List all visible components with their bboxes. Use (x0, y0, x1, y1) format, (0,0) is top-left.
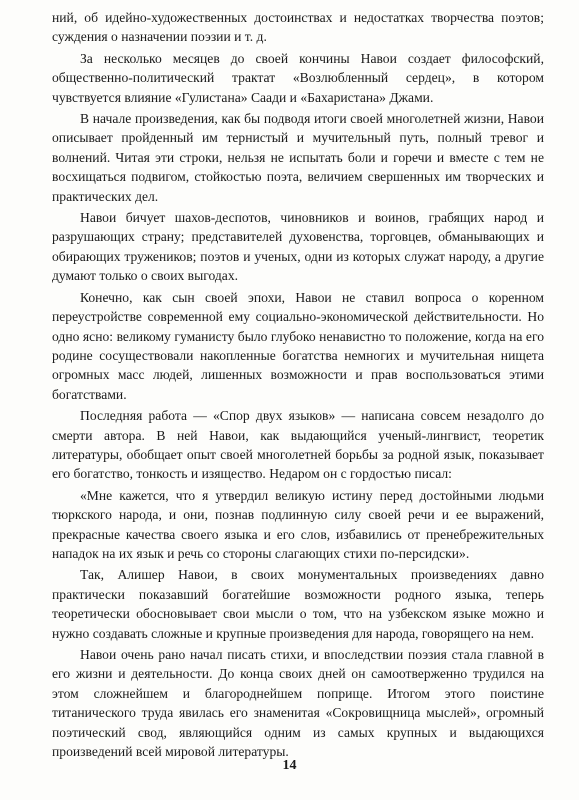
quotation-paragraph: «Мне кажется, что я утвердил великую истину перед достойными людьми тюркского народа, и они, познав подлинную силу своей речи и ее выражений, прекрасные качества своего языка и его слов, избавились от пренебрежительных нападок на их язык и речь со стороны слагающих стихи по-персидски». (52, 487, 544, 561)
paragraph: Последняя работа — «Спор двух языков» — написана совсем незадолго до смерти автора. В ней Навои, как выдающийся ученый-лингвист, теоретик литературы, обобщает опыт своей многолетней борьбы за родной язык, показывает его богатство, тонкость и изящество. Недаром он с гордостью писал: (52, 408, 544, 482)
paragraph: За несколько месяцев до своей кончины Навои создает философский, общественно-политический трактат «Возлюбленный сердец», в котором чувствуется влияние «Гулистана» Саади и «Бахаристана» Джами. (52, 50, 544, 105)
paragraph: Навои бичует шахов-деспотов, чиновников и воинов, грабящих народ и разрушающих страну; представителей духовенства, торговцев, обманывающих и обирающих тружеников; поэтов и ученых, одни из которых служат народу, а другие думают только о своих выгодах. (52, 210, 544, 284)
paragraph: ний, об идейно-художественных достоинствах и недостатках творчества поэтов; суждения о назначении поэзии и т. д. (52, 10, 544, 45)
paragraph: Навои очень рано начал писать стихи, и впоследствии поэзия стала главной в его жизни и деятельности. До конца своих дней он самоотверженно трудился на этом сложнейшем и благороднейшем поприще. Итогом этого поистине титанического труда явилась его знаменитая «Сокровищница мыслей», огромный поэтический свод, являющийся одним из самых крупных и выдающихся произведений всей мировой литературы. (52, 647, 544, 760)
page-number: 14 (282, 758, 297, 773)
paragraph: Конечно, как сын своей эпохи, Навои не ставил вопроса о коренном переустройстве современной ему социально-экономической действительности. Но одно ясно: великому гуманисту было глубоко ненавистно то положение, когда на его родине сосуществовали накопленные богатства немногих и мучительная нищета огромных масс людей, лишенных возможности и прав воспользоваться этими богатствами. (52, 289, 544, 402)
body-text (52, 8, 544, 763)
paragraph: Так, Алишер Навои, в своих монументальных произведениях давно практически показавший богатейшие возможности родного языка, теперь теоретически обосновывает свои мысли о том, что на узбекском языке можно и нужно создавать сложные и крупные произведения для народа, говорящего на нем. (52, 567, 544, 641)
paragraph: В начале произведения, как бы подводя итоги своей многолетней жизни, Навои описывает пройденный им тернистый и мучительный путь, полный тревог и волнений. Читая эти строки, нельзя не испытать боли и горечи и вместе с тем не восхищаться подвигом, стойкостью поэта, величием свершенных им творческих и практических дел. (52, 111, 544, 204)
